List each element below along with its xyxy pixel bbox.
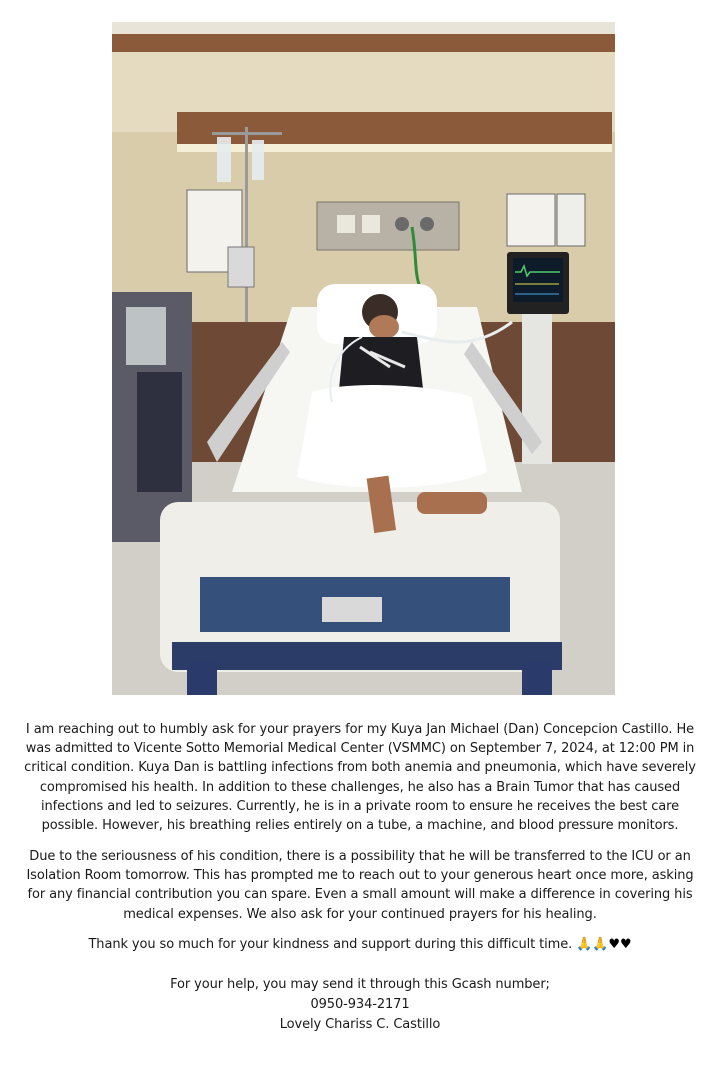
thanks-line: [20, 935, 700, 954]
hospital-photo: [112, 22, 615, 695]
gcash-block: [20, 975, 700, 1035]
heart-icon: ♥: [619, 937, 632, 952]
heart-icon: ♥: [608, 937, 620, 952]
message-paragraph-2: Due to the seriousness of his condition, there is a possibility that he will be transferred to the ICU or an Isolation Room tomorrow. This has prompted me to reach out to your generous heart once more, asking for any financial contribution you can spare. Even a small amount will make a difference in covering his medical expenses. We also ask for your continued prayers for his healing.: [26, 849, 694, 922]
thanks-text: Thank you so much for your kindness and support during this difficult time.: [88, 937, 573, 952]
praying-hands-icon: 🙏: [592, 937, 609, 952]
gcash-number: 0950-934-2171: [310, 997, 410, 1012]
praying-hands-icon: 🙏: [576, 937, 593, 952]
gcash-intro: For your help, you may send it through this Gcash number;: [170, 977, 550, 992]
message-paragraph-1: I am reaching out to humbly ask for your prayers for my Kuya Jan Michael (Dan) Concepcion Castillo. He was admitted to Vicente Sotto Memorial Medical Center (VSMMC) on September 7, 2024, at 12:00 PM in critical condition. Kuya Dan is battling infections from both anemia and pneumonia, which have severely compromised his health. In addition to these challenges, he also has a Brain Tumor that has caused infections and led to seizures. Currently, he is in a private room to ensure he receives the best care possible. However, his breathing relies entirely on a tube, a machine, and blood pressure monitors.: [24, 722, 696, 834]
signature: Lovely Chariss C. Castillo: [279, 1017, 441, 1032]
